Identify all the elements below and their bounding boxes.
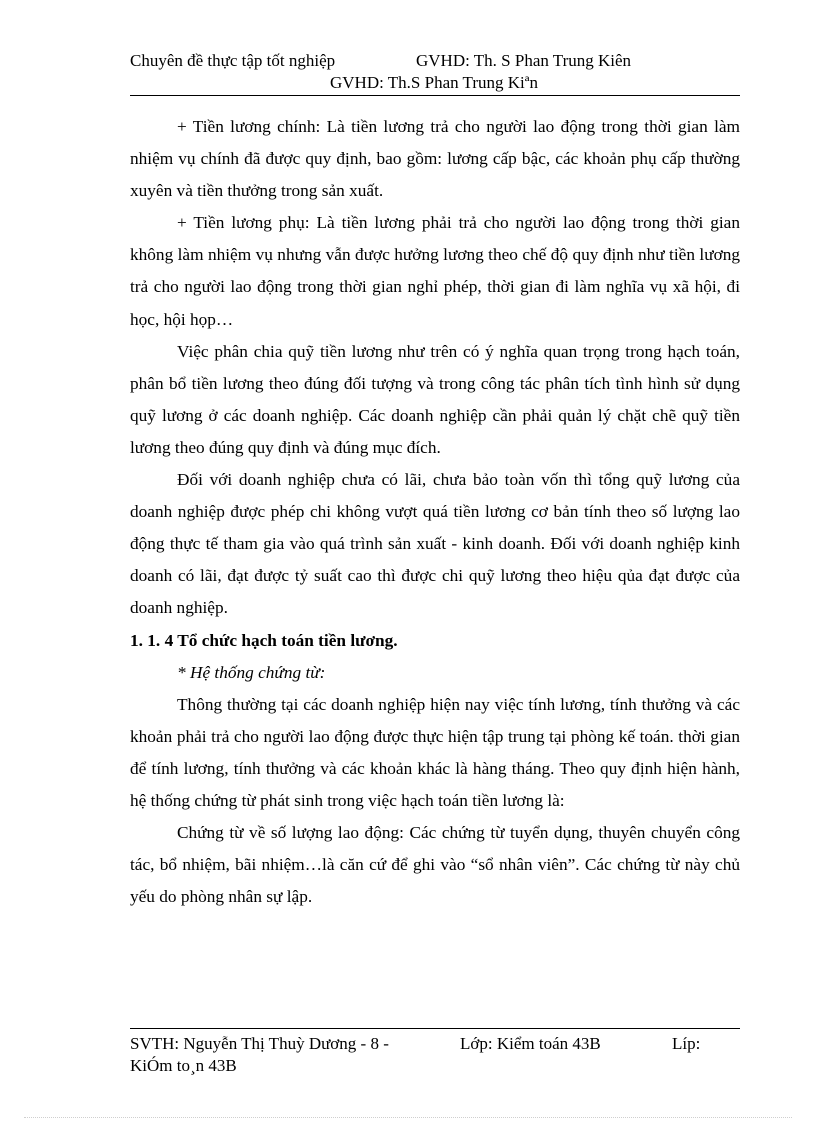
header-document-type: Chuyên đề thực tập tốt nghiệp — [130, 51, 336, 70]
page-header — [130, 50, 740, 94]
paragraph-profit-rules: Đối với doanh nghiệp chưa có lãi, chưa bảo toàn vốn thì tổng quỹ lương của doanh nghiệp được phép chi không vượt quá tiền lương cơ bản tính theo số lượng lao động thực tế tham gia vào quá trình sản xuất - kinh doanh. Đối với doanh nghiệp kinh doanh có lãi, đạt được tỷ suất cao thì được chi quỹ lương theo hiệu qủa đạt được của doanh nghiệp. — [130, 470, 740, 618]
page-boundary — [24, 1117, 792, 1118]
header-line-1 — [130, 50, 740, 72]
paragraph-fund-division: Việc phân chia quỹ tiền lương như trên có ý nghĩa quan trọng trong hạch toán, phân bổ tiền lương theo đúng đối tượng và trong công tác phân tích tình hình sử dụng quỹ lương ở các doanh nghiệp. Các doanh nghiệp cần phải quản lý chặt chẽ quỹ tiền lương theo đúng quy định và đúng mục đích. — [130, 341, 740, 457]
paragraph-payroll-process: Thông thường tại các doanh nghiệp hiện nay việc tính lương, tính thưởng và các khoản phải trả cho người lao động được thực hiện tập trung tại phòng kế toán. thời gian để tính lương, tính thưởng và các khoản khác là hàng tháng. Theo quy định hiện hành, hệ thống chứng từ phát sinh trong việc hạch toán tiền lương là: — [130, 694, 740, 810]
paragraph-secondary-salary: + Tiền lương phụ: Là tiền lương phải trả cho người lao động trong thời gian không làm nhiệm vụ nhưng vẫn được hưởng lương theo chế độ quy định như tiền lương trả cho người lao động trong thời gian nghỉ phép, thời gian đi làm nghĩa vụ xã hội, đi học, hội họp… — [130, 213, 740, 329]
header-divider — [130, 95, 740, 96]
footer-class-legacy: KiÓm to¸n 43B — [130, 1056, 237, 1075]
paragraph-main-salary: + Tiền lương chính: Là tiền lương trả cho người lao động trong thời gian làm nhiệm vụ chính đã được quy định, bao gồm: lương cấp bậc, các khoản phụ cấp thường xuyên và tiền thưởng trong sản xuất. — [130, 117, 740, 201]
footer-divider — [130, 1028, 740, 1029]
footer-class: Lớp: Kiểm toán 43B — [460, 1034, 601, 1053]
footer-class-legacy-label: Líp: — [672, 1034, 701, 1053]
document-body — [130, 111, 740, 913]
footer-line-1 — [130, 1033, 740, 1055]
section-heading: 1. 1. 4 Tổ chức hạch toán tiền lương. — [130, 630, 398, 650]
footer-student: SVTH: Nguyễn Thị Thuỳ Dương - 8 - — [130, 1034, 389, 1053]
paragraph-labor-documents: Chứng từ về số lượng lao động: Các chứng từ tuyển dụng, thuyên chuyển công tác, bổ nhiệm, bãi nhiệm…là căn cứ để ghi vào “sổ nhân viên”. Các chứng từ này chủ yếu do phòng nhân sự lập. — [130, 823, 740, 907]
header-advisor: GVHD: Th. S Phan Trung Kiên — [416, 51, 632, 70]
page-footer — [130, 1033, 740, 1077]
section-subheading: * Hệ thống chứng từ: — [177, 662, 326, 682]
header-advisor-legacy: GVHD: Th.S Phan Trung Kiªn — [330, 73, 538, 92]
